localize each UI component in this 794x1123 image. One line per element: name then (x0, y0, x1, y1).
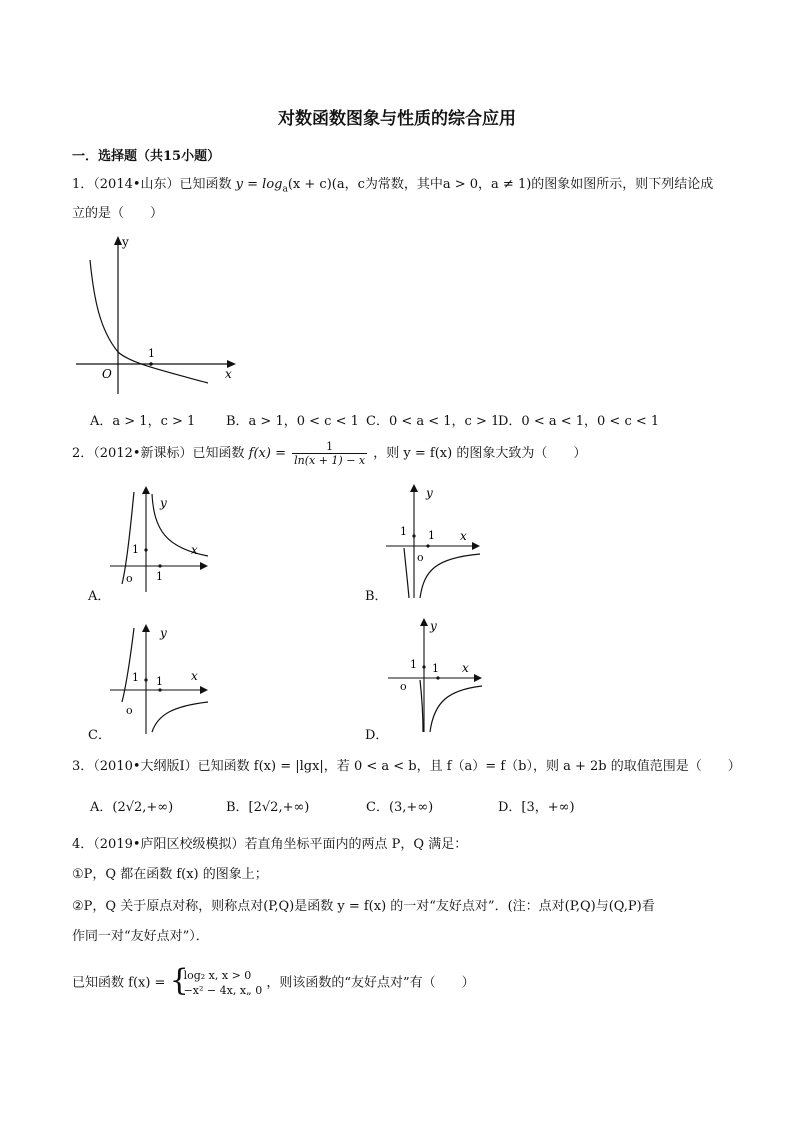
q3-option-b: B．[2√2,+∞) (226, 800, 310, 815)
q4-case1: log₂ x, x > 0 (183, 969, 252, 982)
q4-brace: { (169, 963, 189, 998)
q1-origin-label: O (102, 367, 112, 381)
q1-one-label: 1 (148, 347, 155, 360)
q2c-one-y: 1 (132, 671, 139, 684)
q2b-origin: o (417, 551, 424, 564)
q2-denominator: ln(x + 1) − x (294, 454, 366, 467)
q3-option-d: D．[3，+∞) (498, 800, 575, 815)
q2d-y-label: y (430, 619, 437, 633)
q2b-one-x: 1 (428, 529, 435, 542)
q4-line3: ②P，Q 关于原点对称，则称点对(P,Q)是函数 y = f(x) 的一对“友好点对”．(注：点对(P,Q)与(Q,P)看 (72, 899, 655, 914)
q2a-one-x: 1 (156, 570, 163, 583)
q1-head: 1．（2014•山东）已知函数 (72, 177, 232, 192)
q2a-origin: o (126, 572, 133, 585)
q1-y-label: y (122, 235, 129, 249)
q4-case2: −x² − 4x, x„ 0 (183, 984, 263, 997)
q2-label-c: C． (88, 728, 111, 743)
q2-graph-a (108, 480, 213, 595)
q1-option-d: D．0 < a < 1，0 < c < 1 (498, 414, 660, 429)
q2d-one-y: 1 (410, 658, 417, 671)
q4-line2: ①P，Q 都在函数 f(x) 的图象上； (72, 867, 268, 882)
q4-post: ，则该函数的“友好点对”有（ ） (266, 975, 475, 991)
q4-line1: 4．（2019•庐阳区校级模拟）若直角坐标平面内的两点 P，Q 满足： (72, 837, 468, 852)
q1-line1 (72, 176, 713, 199)
section-heading: 一．选择题（共15小题） (72, 149, 221, 164)
q1-args: (x + c)(a，c为常数，其中a > 0，a ≠ 1)的图象如图所示，则下列结论成 (287, 177, 714, 192)
q2c-y-label: y (160, 626, 167, 640)
q4-line5 (72, 963, 475, 998)
q4-pre: 已知函数 f(x) = (72, 975, 166, 991)
q4-piecewise (169, 963, 263, 998)
q2-label-a: A． (88, 589, 111, 604)
q2d-x-label: x (462, 661, 469, 675)
q3-text: 3．（2010•大纲版Ⅰ）已知函数 f(x) = |lgx|，若 0 < a < b，且 f（a）= f（b），则 a + 2b 的取值范围是（ ） (72, 759, 741, 774)
q2a-y-label: y (160, 496, 167, 510)
q2c-one-x: 1 (156, 675, 163, 688)
q2a-x-label: x (191, 543, 198, 557)
q2-tail: ，则 y = f(x) 的图象大致为（ ） (373, 446, 587, 461)
q2-fx: f(x) = (248, 446, 286, 461)
q2-head: 2．（2012•新课标）已知函数 (72, 446, 245, 461)
q2-label-d: D． (365, 728, 389, 743)
q2b-one-y: 1 (400, 525, 407, 538)
q2a-one-y: 1 (132, 543, 139, 556)
q2-graph-d (386, 612, 486, 734)
q2-label-b: B． (365, 589, 388, 604)
q2-graph-c (108, 618, 213, 736)
q4-line4: 作同一对“友好点对”）． (72, 929, 209, 944)
q1-func: y = log (235, 177, 283, 192)
q2b-y-label: y (426, 486, 433, 500)
q1-sub: a (282, 184, 288, 195)
q1-option-c: C．0 < a < 1，c > 1 (366, 414, 500, 429)
q2-graph-b (384, 478, 484, 600)
q3-option-a: A．(2√2,+∞) (90, 800, 174, 815)
q1-x-label: x (225, 367, 232, 381)
q2d-origin: o (400, 680, 407, 693)
q1-option-b: B．a > 1，0 < c < 1 (226, 414, 359, 429)
q2-numerator: 1 (292, 440, 367, 454)
q2-line (72, 440, 586, 467)
page-title: 对数函数图象与性质的综合应用 (278, 109, 516, 129)
q2b-x-label: x (460, 529, 467, 543)
q2c-x-label: x (191, 669, 198, 683)
q3-option-c: C．(3,+∞) (366, 800, 434, 815)
q2d-one-x: 1 (432, 662, 439, 675)
q2c-origin: o (126, 704, 133, 717)
q1-line2: 立的是（ ） (72, 206, 164, 221)
q1-graph (70, 230, 245, 400)
q1-option-a: A．a > 1，c > 1 (90, 414, 196, 429)
q2-fraction (292, 440, 367, 467)
